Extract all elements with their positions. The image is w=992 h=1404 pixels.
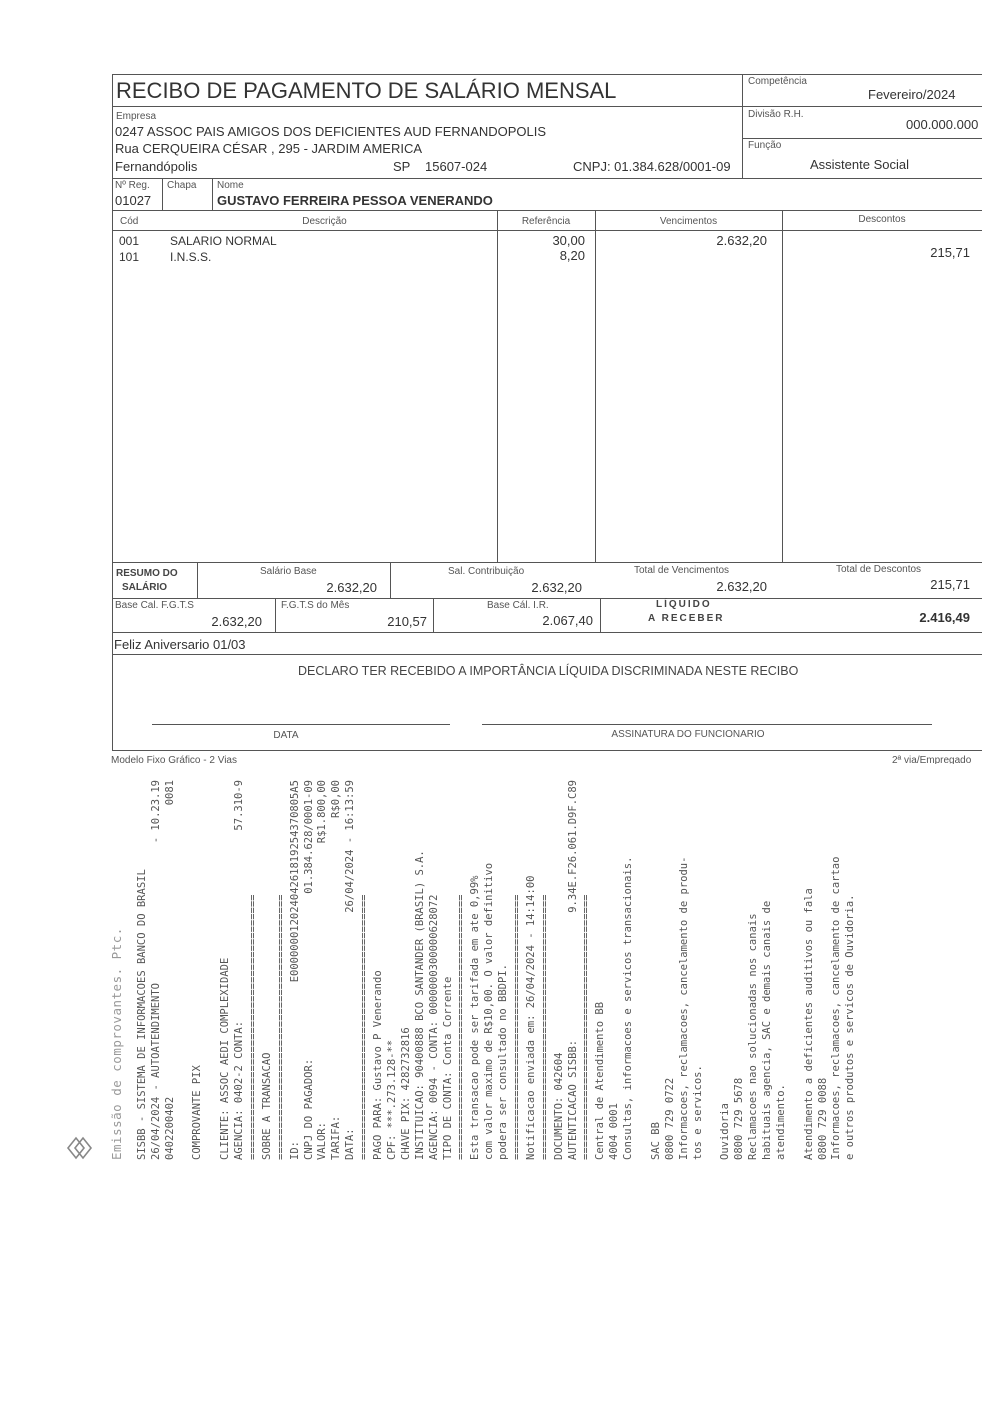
receipt-line-label: CLIENTE: ASSOC AEDI COMPLEXIDADE: [219, 957, 232, 1160]
receipt-line-spacer: [594, 780, 608, 1002]
row-cod: 101: [119, 250, 140, 264]
receipt-line: [386, 780, 400, 1160]
receipt-line-spacer: [580, 780, 594, 894]
receipt-line-value: R$0,00: [330, 780, 343, 818]
receipt-line-spacer: [442, 780, 456, 977]
receipt-line-spacer: [622, 780, 636, 857]
receipt-line: [608, 780, 622, 1160]
divisao-bottom-line: [742, 138, 982, 139]
receipt-line: [580, 780, 594, 1160]
liquido-value: 2.416,49: [919, 610, 970, 625]
receipt-line-value: 0081: [163, 780, 176, 806]
receipt-line-label: tos e servicos.: [691, 1065, 704, 1160]
receipt-line-value: 57.310-9: [233, 780, 246, 831]
total-vencimentos-value: 2.632,20: [716, 579, 767, 594]
receipt-line-value: 9.34E.F26.061.D9F.C89: [566, 780, 579, 913]
receipt-line: [622, 780, 636, 1160]
employee-name: GUSTAVO FERREIRA PESSOA VENERANDO: [217, 193, 493, 208]
col-header-cod: Cód: [120, 216, 139, 227]
receipt-line-label: SAC BB: [649, 1122, 662, 1160]
row-cod: 001: [119, 234, 140, 248]
base-ir-value: 2.067,40: [542, 613, 593, 628]
receipt-line-spacer: [747, 780, 761, 913]
employee-signature-line: [482, 724, 932, 725]
empresa-value: 0247 ASSOC PAIS AMIGOS DOS DEFICIENTES AUD FERNANDOPOLIS: [115, 124, 547, 139]
receipt-line: [219, 780, 233, 1160]
nreg-label: Nº Reg.: [115, 180, 150, 191]
receipt-line-label: Central de Atendimento BB: [594, 1001, 607, 1160]
receipt-line-label: Atendimento a deficientes auditivos ou fala: [802, 888, 815, 1160]
receipt-line-label: ID:: [288, 1141, 301, 1160]
receipt-line-spacer: [525, 780, 539, 876]
receipt-line-spacer: [567, 913, 581, 1040]
receipt-line-label: ==========================================: [538, 894, 551, 1160]
receipt-line-spacer: [803, 780, 817, 888]
frame-bottom-line: [112, 750, 982, 751]
employee-bottom-line: [112, 210, 982, 211]
divisao-value: 000.000.000: [906, 117, 979, 132]
receipt-line-label: AGENCIA: 0094 - CONTA: 0000000300000628072: [427, 894, 440, 1160]
birthday-message: Feliz Aniversario 01/03: [114, 637, 246, 652]
receipt-line: [455, 780, 469, 1160]
receipt-line-value: 26/04/2024 - 16:13:59: [344, 780, 357, 913]
receipt-line: [428, 780, 442, 1160]
receipt-line-value: - 10.23.19: [149, 780, 162, 844]
total-vencimentos-label: Total de Vencimentos: [634, 565, 730, 576]
receipt-line-label: ==========================================: [580, 894, 593, 1160]
receipt-line-spacer: [733, 780, 747, 1078]
receipt-line-label: Informacoes, reclamacoes, cancelamento de produ-: [677, 856, 690, 1160]
cnpj-value: CNPJ: 01.384.628/0001-09: [573, 159, 731, 174]
col-desc-divider: [782, 210, 783, 562]
receipt-line-label: e outros produtos e servicos de Ouvidoria.: [844, 894, 857, 1160]
nreg-value: 01027: [115, 193, 152, 208]
receipt-line-label: 0800 729 5678: [733, 1077, 746, 1160]
col-header-vencimentos: Vencimentos: [659, 216, 718, 227]
receipt-line-label: COMPROVANTE PIX: [191, 1065, 204, 1160]
uf-value: SP: [393, 159, 411, 174]
receipt-line: [358, 780, 372, 1160]
summary-bottom-line: [112, 632, 982, 633]
row-referencia: 8,20: [559, 248, 585, 263]
nreg-divider: [162, 178, 163, 210]
message-bottom-line: [112, 654, 982, 655]
receipt-title: Emissão de comprovantes. Ptc.: [109, 927, 124, 1160]
receipt-line-label: 4004 0001: [608, 1103, 621, 1160]
document-title: RECIBO DE PAGAMENTO DE SALÁRIO MENSAL: [116, 78, 617, 103]
receipt-line-spacer: [330, 818, 344, 1116]
receipt-spacer: [124, 780, 136, 1160]
receipt-line-label: ==========================================: [247, 894, 260, 1160]
receipt-line-label: INSTITUICAO: 90400888 BCO SANTANDER (BRASIL) S.A.: [413, 850, 426, 1160]
cep-value: 15607-024: [425, 159, 488, 174]
row-descricao: SALARIO NORMAL: [170, 234, 277, 248]
receipt-line-label: Esta transacao pode ser tarifada em ate 0,99%: [469, 875, 482, 1160]
col-header-descricao: Descrição: [302, 216, 347, 227]
receipt-line-spacer: [483, 780, 497, 863]
receipt-line-label: DATA:: [344, 1128, 357, 1160]
fgts-mes-label: F.G.T.S do Mês: [281, 600, 350, 611]
salario-base-value: 2.632,20: [326, 580, 377, 595]
date-label: DATA: [273, 730, 299, 741]
receipt-line-label: TIPO DE CONTA: Conta Corrente: [441, 976, 454, 1160]
receipt-line-label: 0800 729 0088: [816, 1077, 829, 1160]
receipt-line: [469, 780, 483, 1160]
fgts-mes-value: 210,57: [387, 614, 427, 629]
receipt-line-label: Informacoes, reclamacoes, cancelamento de cartao: [830, 856, 843, 1160]
receipt-line: [803, 780, 817, 1160]
receipt-line-label: VALOR:: [316, 1122, 329, 1160]
receipt-line-label: CHAVE PIX: 4282732816: [399, 1027, 412, 1160]
receipt-line: [539, 780, 553, 1160]
receipt-line-value: 01.384.628/0001-09: [302, 780, 315, 894]
receipt-line: [511, 780, 525, 1160]
empresa-bottom-line: [112, 178, 982, 179]
receipt-line-spacer: [539, 780, 553, 894]
receipt-line: [275, 780, 289, 1160]
receipt-line-spacer: [705, 780, 719, 1160]
receipt-line: [692, 780, 706, 1160]
funcao-value: Assistente Social: [810, 157, 909, 172]
receipt-line: [664, 780, 678, 1160]
frame-left-line: [112, 74, 113, 654]
receipt-lines: [136, 780, 858, 1160]
receipt-line: [136, 780, 150, 1160]
receipt-line-spacer: [775, 780, 789, 1084]
receipt-line-label: AGENCIA: 0402-2 CONTA:: [233, 1020, 246, 1160]
receipt-line-label: CNPJ DO PAGADOR:: [302, 1058, 315, 1160]
receipt-line: [330, 780, 344, 1160]
receipt-line-value: E00000001202404261819254370805A5: [288, 780, 301, 983]
receipt-line-spacer: [650, 780, 664, 1122]
signature-label: ASSINATURA DO FUNCIONARIO: [611, 729, 765, 740]
receipt-line: [761, 780, 775, 1160]
receipt-line-spacer: [497, 780, 511, 964]
liquido-label-2: A RECEBER: [648, 613, 725, 624]
receipt-line: [372, 780, 386, 1160]
receipt-line-spacer: [553, 780, 567, 1053]
receipt-line-spacer: [761, 780, 775, 901]
receipt-line-spacer: [830, 780, 844, 857]
receipt-line-label: ==========================================: [274, 894, 287, 1160]
receipt-line: [303, 780, 317, 1160]
receipt-line-label: Notificacao enviada em: 26/04/2024 - 14:14:00: [524, 875, 537, 1160]
summary-mid-line: [112, 598, 982, 599]
declaration-left-line: [112, 654, 113, 750]
receipt-line: [414, 780, 428, 1160]
receipt-line-spacer: [247, 780, 261, 894]
receipt-line-label: 0800 729 0722: [663, 1077, 676, 1160]
cidade-value: Fernandópolis: [115, 159, 198, 174]
receipt-line-spacer: [428, 780, 442, 894]
receipt-line: [400, 780, 414, 1160]
receipt-line-label: com valor maximo de R$10,00. O valor definitivo: [483, 862, 496, 1160]
receipt-line-label: TARIFA:: [330, 1115, 343, 1160]
endereco-value: Rua CERQUEIRA CÉSAR , 295 - JARDIM AMERICA: [115, 141, 423, 156]
receipt-line-spacer: [469, 780, 483, 876]
receipt-line-label: AUTENTICACAO SISBB:: [566, 1039, 579, 1160]
pix-receipt: [110, 780, 990, 1160]
receipt-line-spacer: [303, 894, 317, 1059]
receipt-line-spacer: [789, 780, 803, 1160]
receipt-line-label: ==========================================: [358, 894, 371, 1160]
vias-label: 2ª via/Empregado: [892, 755, 972, 764]
receipt-line-label: 0402200402: [163, 1096, 176, 1160]
receipt-line-spacer: [275, 780, 289, 894]
frame-top-line: [112, 74, 982, 75]
competencia-value: Fevereiro/2024: [868, 87, 956, 102]
col-header-referencia: Referência: [521, 216, 571, 227]
receipt-line-spacer: [719, 780, 733, 1103]
receipt-line-spacer: [344, 913, 358, 1129]
salario-base-label: Salário Base: [260, 566, 317, 577]
receipt-line: [497, 780, 511, 1160]
receipt-line: [442, 780, 456, 1160]
bank-logo-icon: [66, 1136, 96, 1160]
receipt-line-spacer: [692, 780, 706, 1065]
receipt-line: [289, 780, 303, 1160]
receipt-line: [775, 780, 789, 1160]
table-header-bottom-line: [112, 230, 982, 231]
receipt-line: [678, 780, 692, 1160]
receipt-line: [705, 780, 719, 1160]
receipt-line: [747, 780, 761, 1160]
receipt-line-spacer: [386, 780, 400, 1040]
receipt-line: [636, 780, 650, 1160]
receipt-line: [844, 780, 858, 1160]
receipt-line: [594, 780, 608, 1160]
receipt-line-label: atendimento.: [774, 1084, 787, 1160]
receipt-line-spacer: [136, 780, 150, 869]
receipt-line-label: CPF: ***.273.128-**: [385, 1039, 398, 1160]
receipt-line: [205, 780, 219, 1160]
receipt-line: [233, 780, 247, 1160]
receipt-line-spacer: [289, 982, 303, 1141]
title-bottom-line: [112, 106, 742, 107]
receipt-line: [316, 780, 330, 1160]
receipt-line: [483, 780, 497, 1160]
receipt-line-spacer: [844, 780, 858, 894]
receipt-line-spacer: [455, 780, 469, 894]
receipt-line-label: ==========================================: [510, 894, 523, 1160]
liquido-divider: [600, 598, 601, 632]
liquido-label-1: LÍQUIDO: [656, 599, 712, 610]
receipt-line-spacer: [191, 780, 205, 1065]
header-divider-line: [742, 74, 743, 178]
receipt-line: [830, 780, 844, 1160]
receipt-line-spacer: [233, 831, 247, 1021]
receipt-line-spacer: [316, 843, 330, 1122]
row-vencimentos: 2.632,20: [716, 233, 767, 248]
receipt-line-value: R$1.800,00: [316, 780, 329, 844]
receipt-line-spacer: [636, 780, 650, 1160]
receipt-line: [817, 780, 831, 1160]
sal-contribuicao-value: 2.632,20: [531, 580, 582, 595]
receipt-line-label: PAGO PARA: Gustavo P Venerando: [372, 970, 385, 1160]
receipt-line: [164, 780, 178, 1160]
receipt-line-spacer: [358, 780, 372, 894]
receipt-line: [733, 780, 747, 1160]
competencia-label: Competência: [748, 76, 807, 87]
empresa-label: Empresa: [116, 111, 157, 122]
receipt-line-spacer: [150, 843, 164, 983]
sal-contribuicao-label: Sal. Contribuição: [448, 566, 525, 577]
col-header-descontos: Descontos: [858, 214, 906, 225]
receipt-line: [247, 780, 261, 1160]
receipt-line: [719, 780, 733, 1160]
declaration-text: DECLARO TER RECEBIDO A IMPORTÂNCIA LÍQUIDA DISCRIMINADA NESTE RECIBO: [298, 664, 799, 678]
receipt-line: [553, 780, 567, 1160]
receipt-line-label: Reclamacoes nao solucionadas nos canais: [747, 913, 760, 1160]
receipt-line-label: 26/04/2024 - AUTOATENDIMENTO: [149, 982, 162, 1160]
chapa-label: Chapa: [167, 180, 197, 191]
base-fgts-value: 2.632,20: [211, 614, 262, 629]
col-venc-divider: [595, 210, 596, 562]
receipt-line-spacer: [664, 780, 678, 1078]
modelo-label: Modelo Fixo Gráfico - 2 Vias: [111, 755, 237, 764]
row-descontos: 215,71: [930, 245, 970, 260]
receipt-line: [789, 780, 803, 1160]
table-bottom-line: [112, 562, 982, 563]
receipt-line-spacer: [178, 780, 192, 1160]
receipt-line-spacer: [400, 780, 414, 1027]
competencia-bottom-line: [742, 106, 982, 107]
receipt-line-spacer: [608, 780, 622, 1103]
receipt-line-label: Consultas, informacoes e servicos transacionais.: [622, 856, 635, 1160]
receipt-line-label: SOBRE A TRANSACAO: [260, 1052, 273, 1160]
receipt-line: [525, 780, 539, 1160]
nome-label: Nome: [217, 180, 244, 191]
receipt-line-label: podera ser consultado no BBDPI.: [497, 964, 510, 1160]
receipt-line-label: SISBB - SISTEMA DE INFORMACOES BANCO DO BRASIL: [135, 869, 148, 1160]
receipt-line-spacer: [678, 780, 692, 857]
receipt-line: [650, 780, 664, 1160]
receipt-line-spacer: [164, 805, 178, 1096]
receipt-line-spacer: [219, 780, 233, 958]
total-descontos-label: Total de Descontos: [836, 564, 922, 575]
receipt-line-label: habituais agencia, SAC e demais canais de: [760, 900, 773, 1160]
row-referencia: 30,00: [552, 233, 585, 248]
receipt-line-spacer: [817, 780, 831, 1078]
receipt-line: [567, 780, 581, 1160]
receipt-line-label: ==========================================: [455, 894, 468, 1160]
receipt-line-label: Ouvidoria: [719, 1103, 732, 1160]
resumo-label-1: RESUMO DO: [116, 568, 178, 579]
total-descontos-value: 215,71: [930, 577, 970, 592]
receipt-line: [344, 780, 358, 1160]
receipt-line: [261, 780, 275, 1160]
base-fgts-label: Base Cal. F.G.T.S: [115, 600, 194, 611]
receipt-line-spacer: [414, 780, 428, 850]
receipt-line: [178, 780, 192, 1160]
receipt-line-spacer: [511, 780, 525, 894]
resumo-label-2: SALÁRIO: [122, 582, 167, 593]
receipt-line: [150, 780, 164, 1160]
chapa-divider: [212, 178, 213, 210]
receipt-line-label: DOCUMENTO: 042604: [552, 1052, 565, 1160]
receipt-line-spacer: [205, 780, 219, 1160]
row-descricao: I.N.S.S.: [170, 250, 212, 264]
date-signature-line: [152, 724, 450, 725]
base-ir-label: Base Cál. I.R.: [487, 600, 549, 611]
divisao-label: Divisão R.H.: [748, 109, 804, 120]
receipt-line-spacer: [261, 780, 275, 1053]
receipt-line: [191, 780, 205, 1160]
receipt-line-spacer: [372, 780, 386, 970]
funcao-label: Função: [748, 140, 782, 151]
